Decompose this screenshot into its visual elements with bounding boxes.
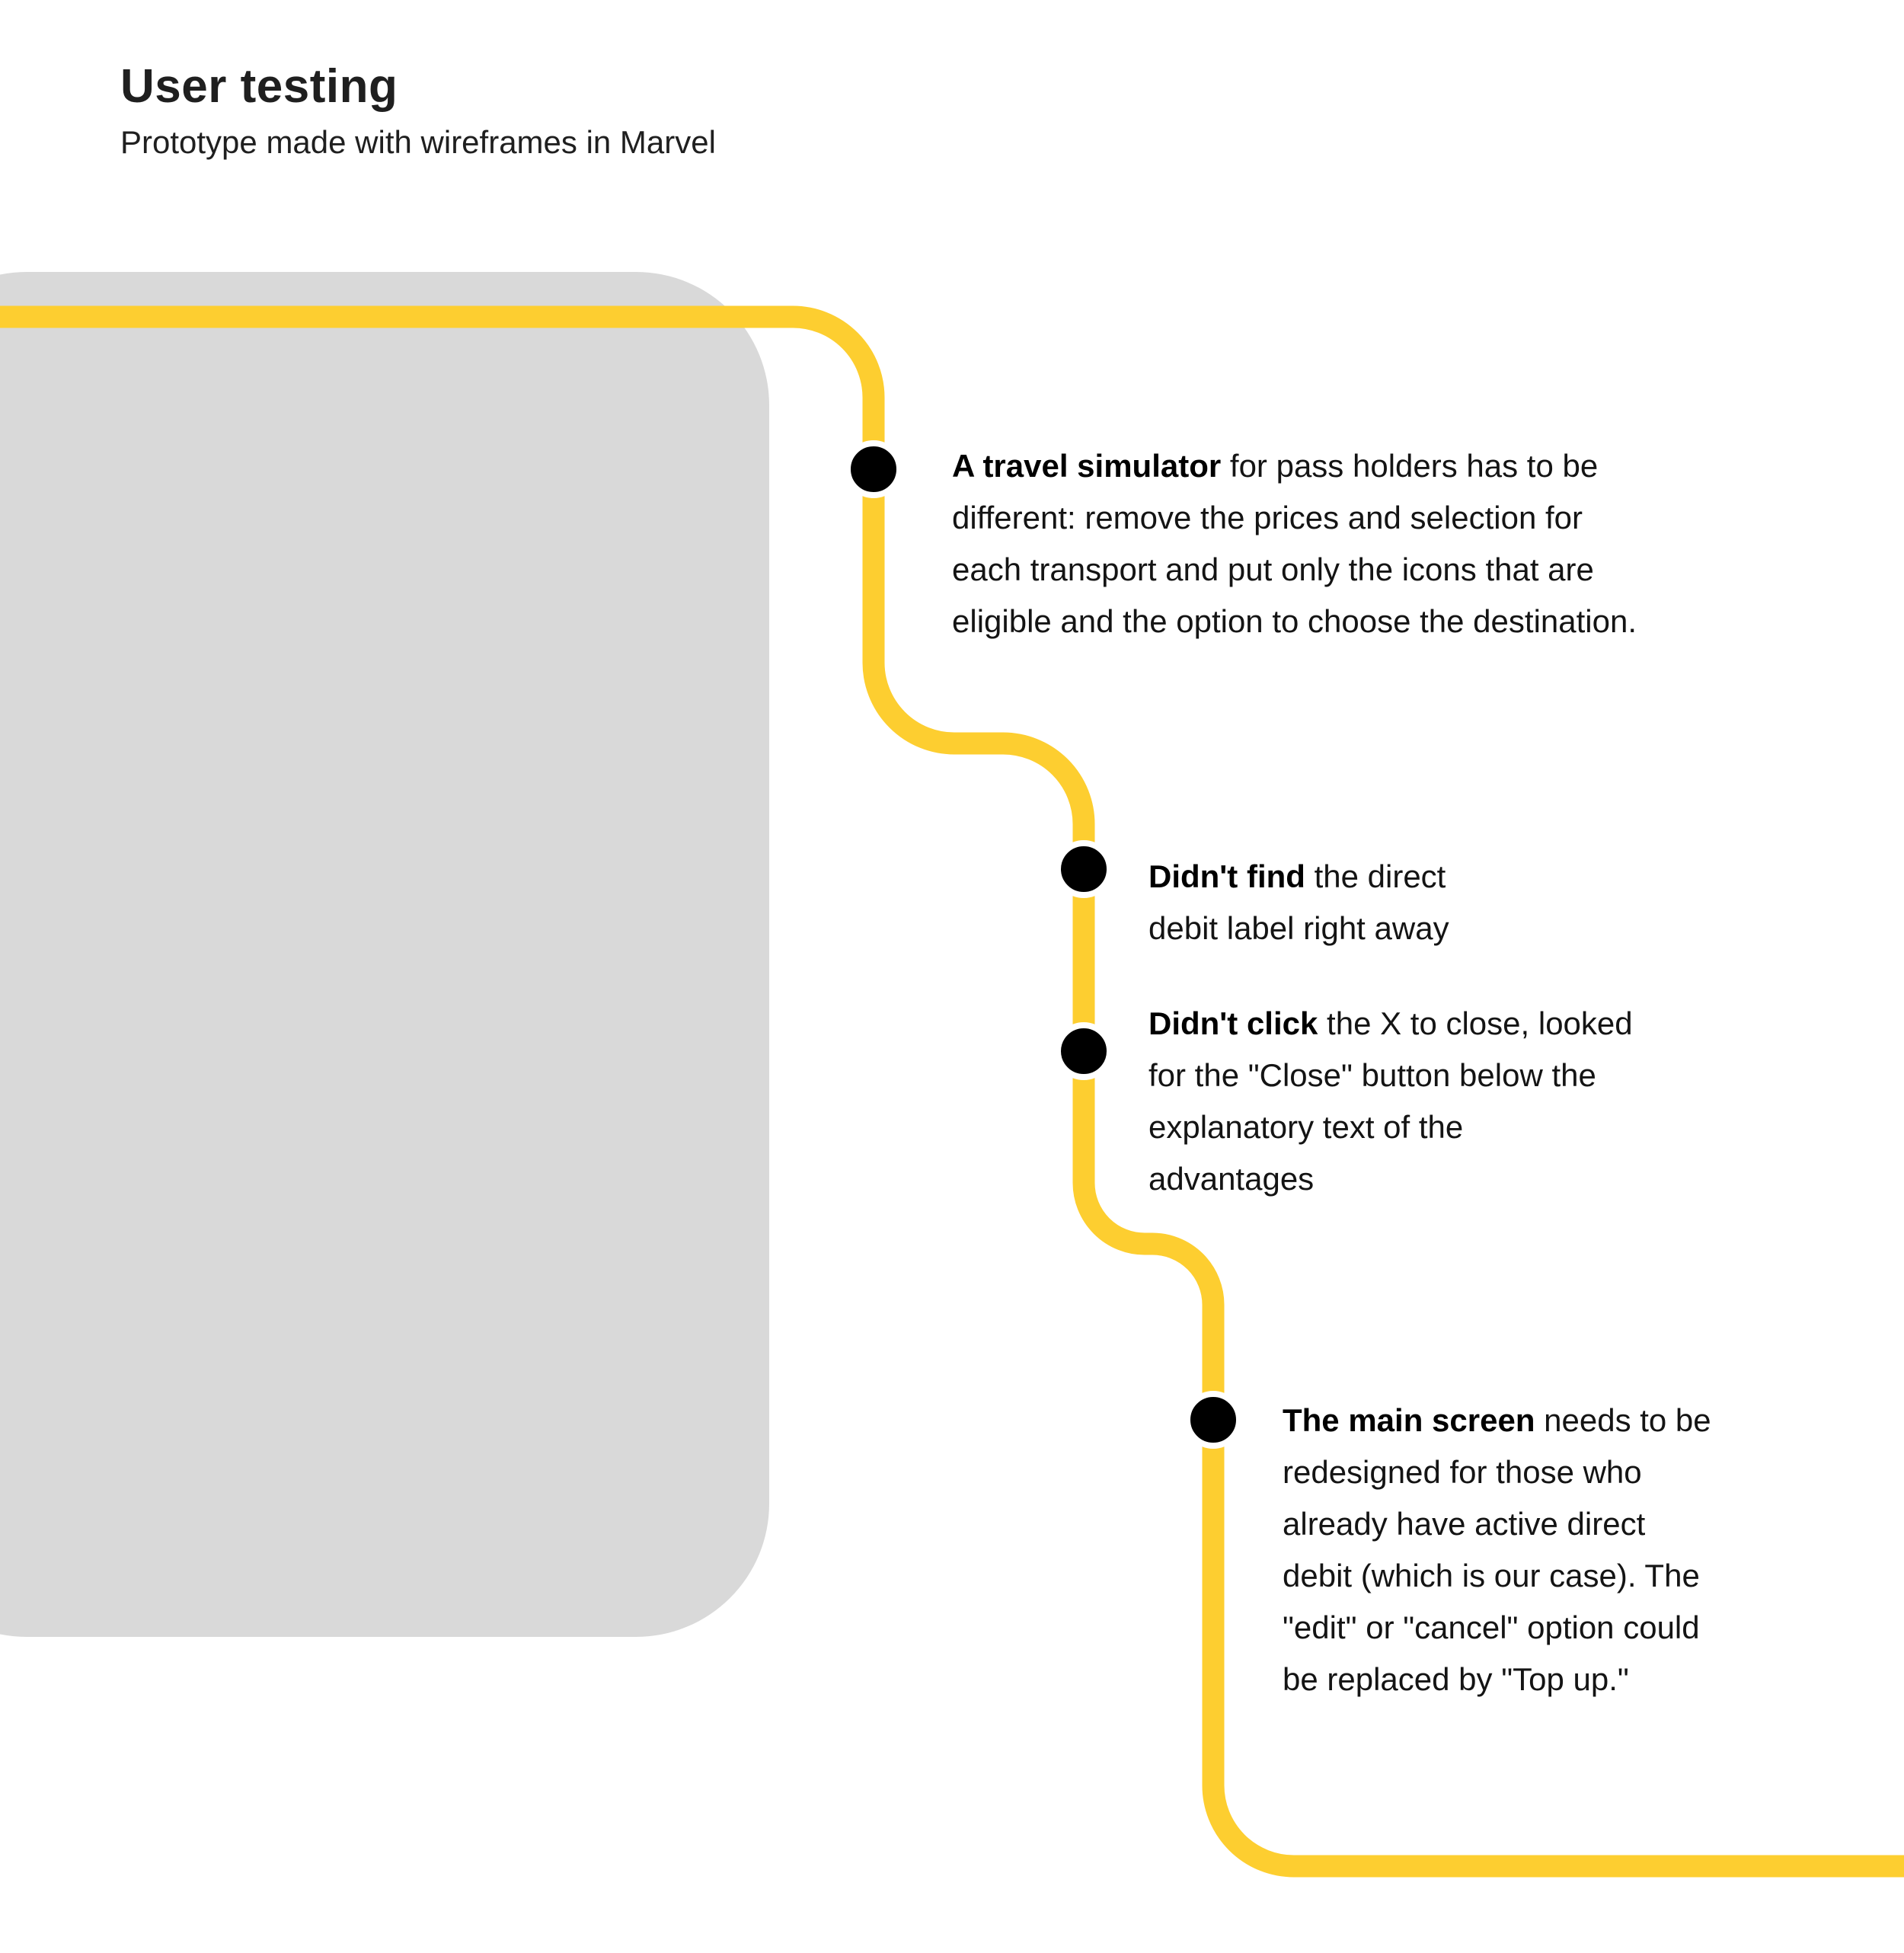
finding-note-line: be replaced by "Top up." [1283, 1661, 1629, 1697]
finding-note-bold: The main screen [1283, 1402, 1535, 1438]
finding-note-text: for pass holders has to be [1221, 448, 1599, 484]
finding-note-line: redesigned for those who [1283, 1454, 1642, 1490]
finding-note-bold: Didn't click [1148, 1005, 1318, 1041]
milestone-dot-3 [1058, 1025, 1110, 1077]
finding-note-line: advantages [1148, 1161, 1315, 1197]
finding-note-line: debit label right away [1148, 910, 1449, 946]
milestone-dot-2 [1058, 843, 1110, 895]
finding-note-line: different: remove the prices and selection for [952, 500, 1583, 535]
finding-note-line: each transport and put only the icons that are [952, 551, 1594, 587]
finding-note-text: the X to close, looked [1318, 1005, 1633, 1041]
finding-note-line: for the "Close" button below the [1148, 1057, 1596, 1093]
finding-note-line: "edit" or "cancel" option could [1283, 1609, 1700, 1645]
page-subtitle: Prototype made with wireframes in Marvel [120, 124, 716, 160]
finding-note-4 [1283, 1395, 1877, 1705]
milestone-dot-4 [1187, 1394, 1239, 1446]
finding-note-text: the direct [1305, 858, 1446, 894]
finding-note-bold: Didn't find [1148, 858, 1305, 894]
finding-note-2 [1148, 851, 1682, 954]
finding-note-line: explanatory text of the [1148, 1109, 1464, 1145]
finding-note-line: debit (which is our case). The [1283, 1558, 1700, 1593]
finding-note-line: eligible and the option to choose the destination. [952, 603, 1637, 639]
milestone-dot-1 [848, 443, 899, 495]
finding-note-3 [1148, 998, 1834, 1205]
page-title: User testing [120, 60, 398, 113]
finding-note-1 [952, 440, 1828, 647]
finding-note-text: needs to be [1535, 1402, 1711, 1438]
finding-note-bold: A travel simulator [952, 448, 1222, 484]
finding-note-line: already have active direct [1283, 1506, 1646, 1542]
